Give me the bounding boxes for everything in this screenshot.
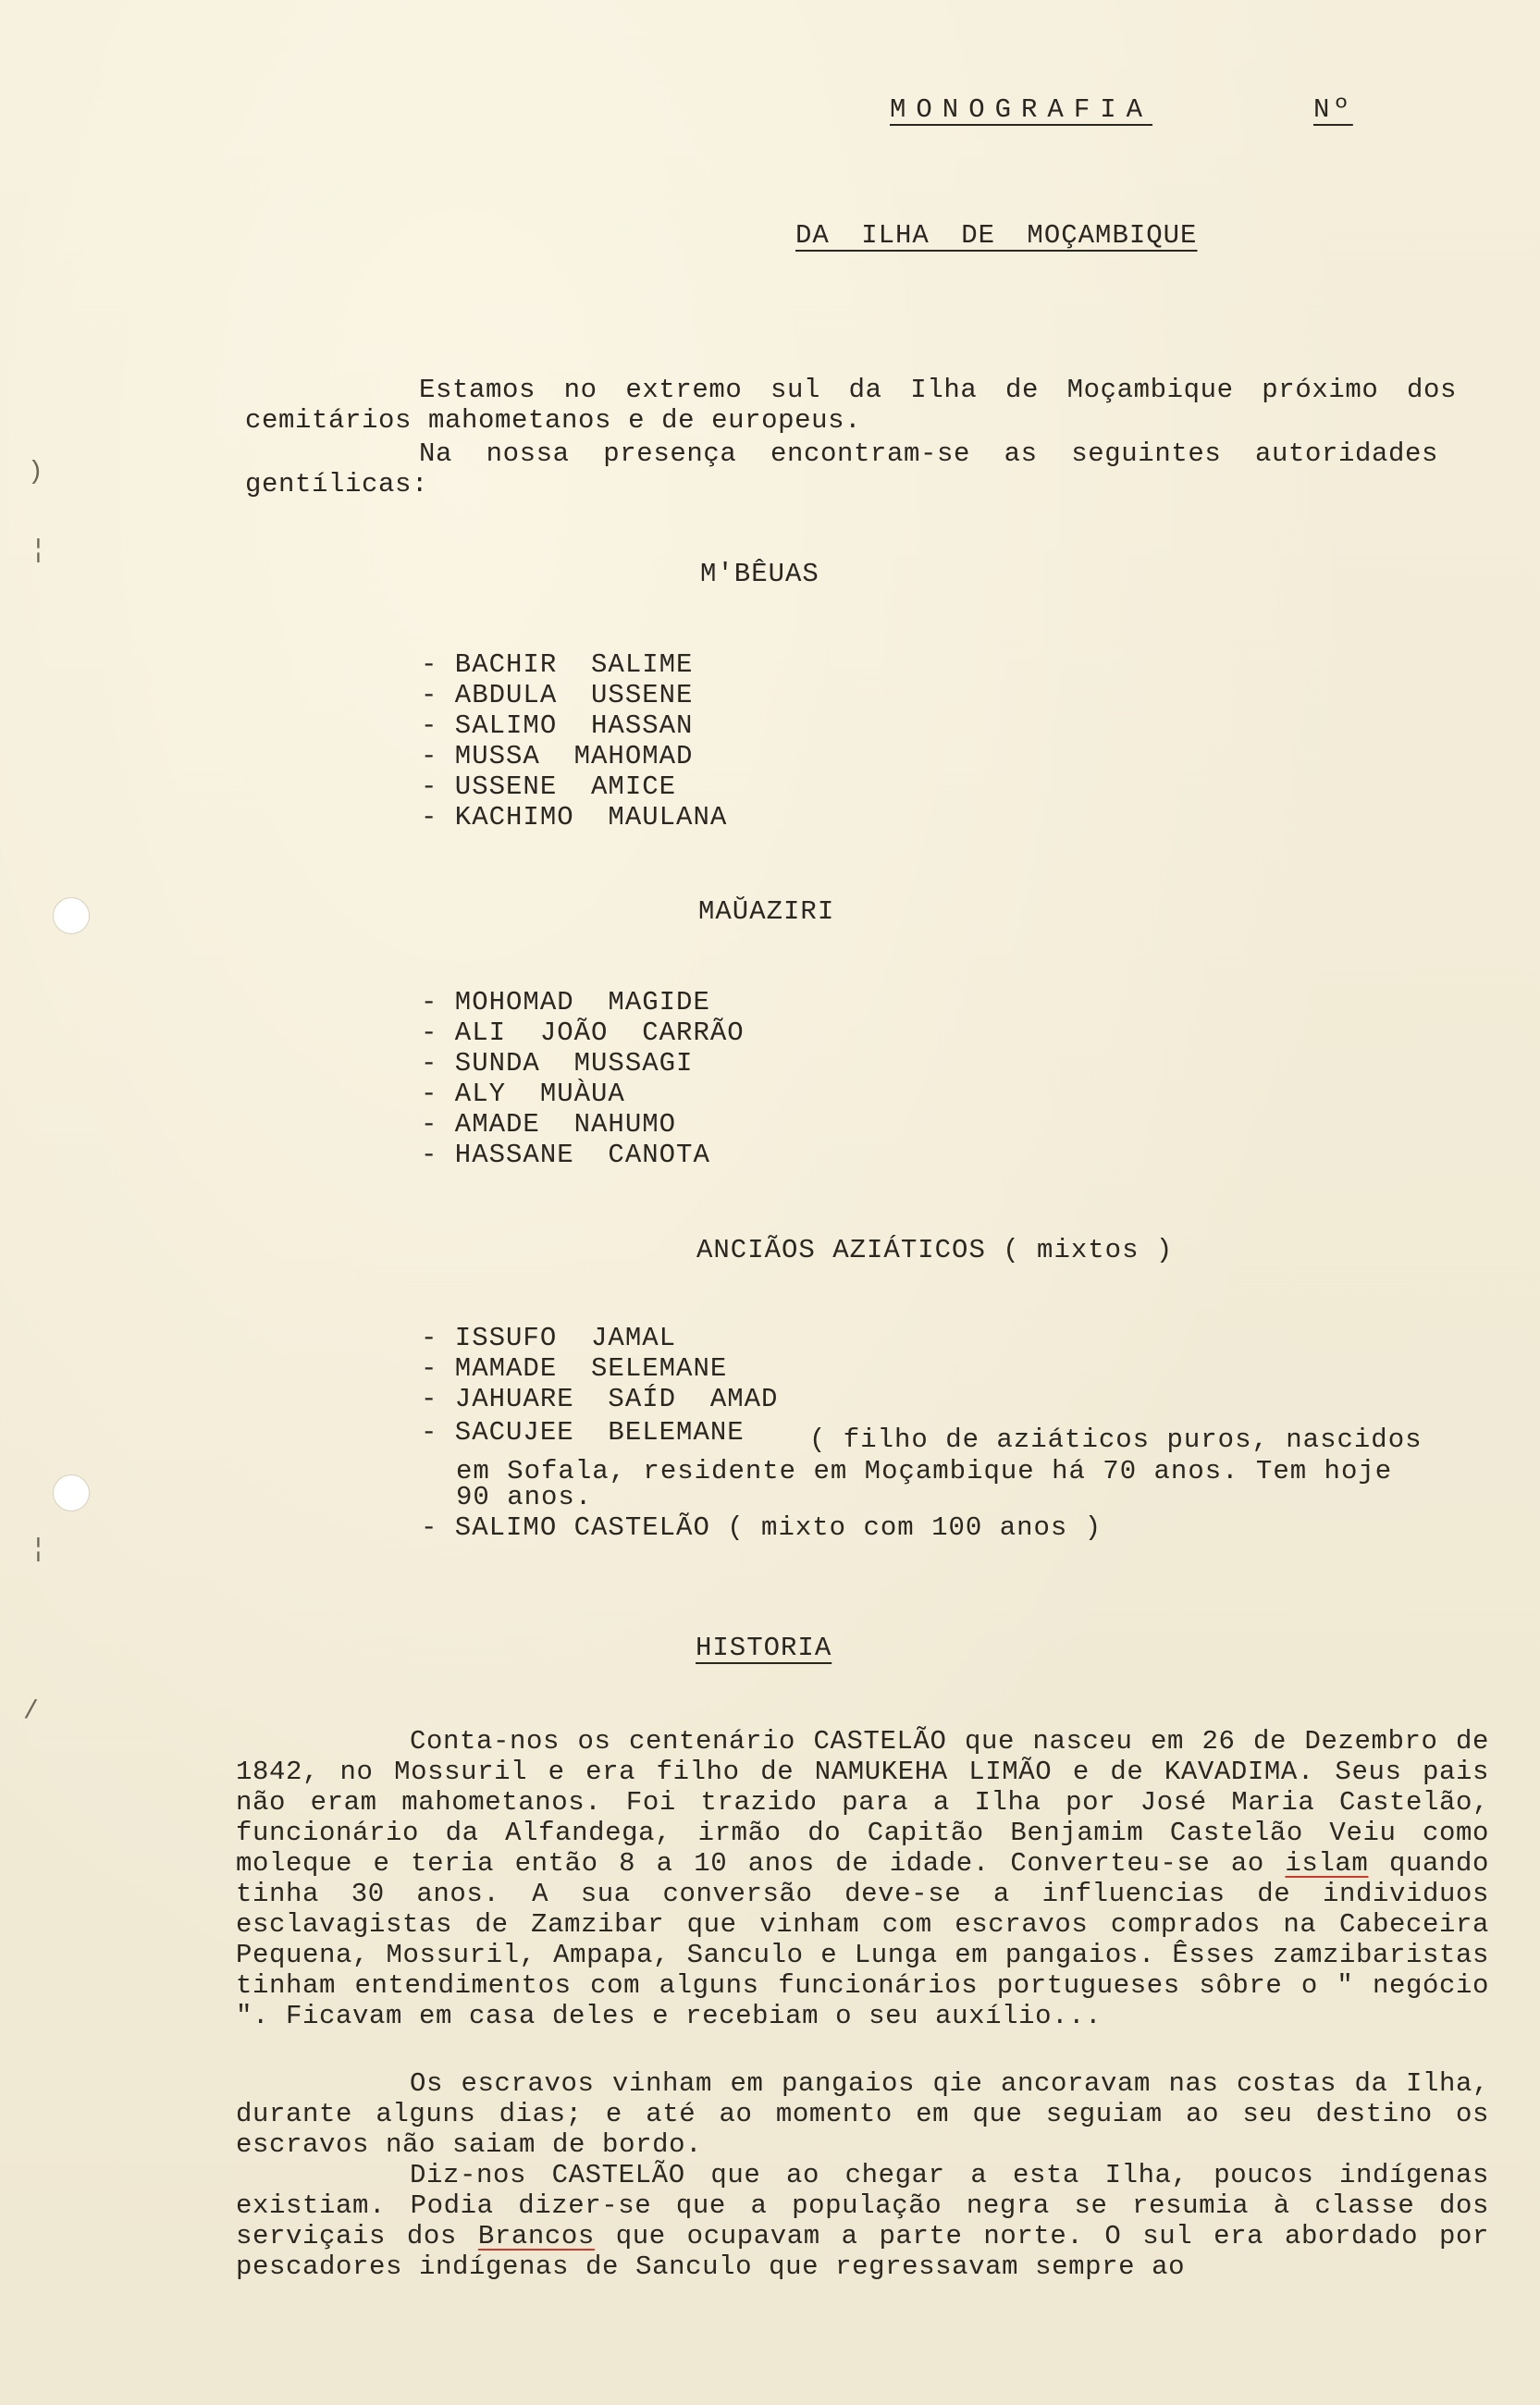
- list-item: - SALIMO HASSAN: [421, 710, 694, 741]
- historia-paragraph-1: [236, 1726, 1489, 2031]
- historia-p1-text-a: Conta-nos os centenário CASTELÃO que nasceu em 26 de Dezembro de 1842, no Mossuril e era filho de NAMUKEHA LIMÃO e de KAVADIMA. Seus pais não eram mahometanos. Foi trazido para a Ilha por José Maria Castelão, funcionário da Alfandega, irmão do Capitão Benjamim Castelão Veiu como moleque e teria então 8 a 10 anos de idade. Converteu-se ao: [236, 1726, 1489, 1879]
- list-item: - ISSUFO JAMAL: [421, 1323, 677, 1353]
- historia-p3-text-a: Diz-nos CASTELÃO que ao chegar a esta Ilha, poucos indígenas existiam. Podia dizer-se que a população negra se resumia à classe dos serviçais dos: [236, 2160, 1489, 2251]
- historia-p1-text-b: quando tinha 30 anos. A sua conversão deve-se a influencias de individuos esclavagistas de Zamzibar que vinham com escravos comprados na Cabeceira Pequena, Mossuril, Ampapa, Sanculo e Lunga em pangaios. Êsses zamzibaristas tinham entendimentos com alguns funcionários portugueses sôbre o " negócio ". Ficavam em casa deles e recebiam o seu auxílio...: [236, 1848, 1489, 2031]
- list-item: - MUSSA MAHOMAD: [421, 741, 694, 771]
- historia-paragraph-2: Os escravos vinham em pangaios qie ancoravam nas costas da Ilha, durante alguns dias; e até ao momento em que seguiam ao seu destino os escravos não saiam de bordo.: [236, 2068, 1489, 2160]
- historia-heading: HISTORIA: [696, 1633, 832, 1663]
- list-item: - USSENE AMICE: [421, 771, 677, 802]
- list-item: - MOHOMAD MAGIDE: [421, 987, 710, 1018]
- list-item: - JAHUARE SAÍD AMAD: [421, 1384, 779, 1414]
- monografia-title: MONOGRAFIA: [890, 94, 1153, 125]
- binder-hole-bottom: [53, 1474, 90, 1511]
- list-item: - HASSANE CANOTA: [421, 1140, 710, 1170]
- list-item: - BACHIR SALIME: [421, 649, 694, 680]
- list-item: - ALI JOÃO CARRÃO: [421, 1018, 745, 1048]
- document-subtitle: DA ILHA DE MOÇAMBIQUE: [795, 220, 1198, 251]
- binder-hole-top: [53, 897, 90, 934]
- mbeuas-list: [421, 649, 727, 832]
- list-item: - ABDULA USSENE: [421, 680, 694, 710]
- islam-underlined-word: islam: [1285, 1848, 1369, 1879]
- list-item: - AMADE NAHUMO: [421, 1109, 677, 1140]
- list-item: - KACHIMO MAULANA: [421, 802, 728, 832]
- list-item: - MAMADE SELEMANE: [421, 1353, 728, 1384]
- ancioes-heading: ANCIÃOS AZIÁTICOS ( mixtos ): [696, 1235, 1174, 1265]
- historia-paragraph-3: [236, 2160, 1489, 2282]
- margin-mark: ¦: [31, 536, 46, 565]
- brancos-underlined-word: Brancos: [477, 2221, 595, 2251]
- historia-p3-text-b: que ocupavam a parte norte. O sul era abordado por pescadores indígenas de Sanculo que regressavam sempre ao: [236, 2221, 1489, 2282]
- margin-mark: ): [28, 458, 43, 487]
- ancioes-list: [421, 1323, 778, 1414]
- margin-mark: /: [23, 1697, 39, 1726]
- margin-mark: ¦: [31, 1536, 46, 1564]
- intro-paragraph-1: Estamos no extremo sul da Ilha de Moçambique próximo dos cemitários mahometanos e de europeus.: [245, 375, 1457, 436]
- salimo-castelao-entry: - SALIMO CASTELÃO ( mixto com 100 anos ): [421, 1512, 1103, 1543]
- sacujee-note: ( filho de aziáticos puros, nascidos: [809, 1424, 1423, 1455]
- sacujee-note-age: 90 anos.: [456, 1482, 593, 1512]
- list-item: - SUNDA MUSSAGI: [421, 1048, 694, 1079]
- mbeuas-heading: M'BÊUAS: [700, 559, 819, 589]
- mauaziri-heading: MAŬAZIRI: [698, 896, 835, 927]
- mauaziri-list: [421, 987, 745, 1170]
- intro-paragraph-2: Na nossa presença encontram-se as seguintes autoridades gentílicas:: [245, 438, 1438, 500]
- monografia-number: Nº: [1313, 94, 1353, 125]
- sacujee-name: - SACUJEE BELEMANE: [421, 1417, 745, 1448]
- list-item: - ALY MUÀUA: [421, 1079, 625, 1109]
- sacujee-note-continued: em Sofala, residente em Moçambique há 70 anos. Tem hoje: [456, 1456, 1393, 1486]
